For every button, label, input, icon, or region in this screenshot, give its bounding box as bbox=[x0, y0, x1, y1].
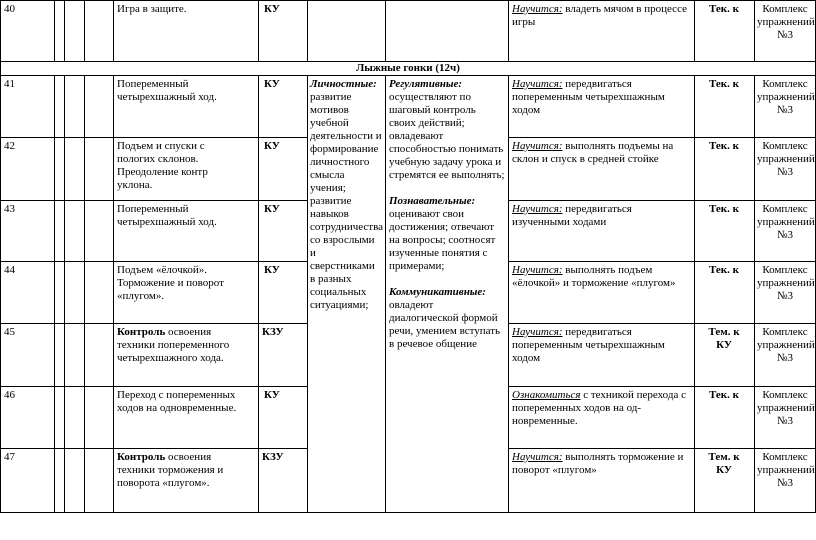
control-type: Тек. к bbox=[709, 203, 739, 215]
result-prefix: Научится: bbox=[512, 3, 563, 15]
lesson-type: КУ bbox=[264, 264, 280, 276]
lesson-result bbox=[512, 140, 692, 166]
result-prefix: Научится: bbox=[512, 78, 563, 90]
lesson-result bbox=[512, 78, 692, 117]
result-text: выполнять подъем «ёлочкой» и торможение «плугом» bbox=[512, 264, 676, 289]
lesson-result bbox=[512, 264, 692, 290]
row-line bbox=[0, 448, 307, 449]
col-line bbox=[307, 75, 308, 512]
lesson-result bbox=[512, 451, 692, 477]
lesson-number: 41 bbox=[4, 78, 15, 90]
lesson-number: 44 bbox=[4, 264, 15, 276]
topic-bold: Контроль bbox=[117, 451, 166, 463]
col-line bbox=[508, 75, 509, 512]
personal-text: развитие мотивов учебной деятельности и формирование личностного смысла учения; развитие навыков сотрудничества со взрослыми и сверстниками в разных социальных ситуациями; bbox=[310, 91, 384, 311]
lesson-type: КУ bbox=[264, 78, 280, 90]
lesson-type: КУ bbox=[264, 203, 280, 215]
homework: Комплекс упражнений №3 bbox=[757, 451, 815, 489]
communicative-text: овладеют диалогической формой речи, умением вступать в речевое общение bbox=[389, 299, 501, 350]
lesson-topic: Попеременный четырехшажный ход. bbox=[117, 78, 217, 103]
control-type: Тем. к КУ bbox=[708, 326, 740, 351]
personal-uud bbox=[310, 78, 382, 312]
regulative-text: осуществляют по шаговый контроль своих действий; овладевают способностью понимать учебную задачу урока и стремятся ее выполнять; bbox=[389, 91, 505, 181]
col-line bbox=[694, 75, 695, 512]
row-line bbox=[508, 261, 816, 262]
col-line bbox=[754, 0, 755, 61]
control-type: Тек. к bbox=[709, 264, 739, 276]
result-text: владеть мячом в процессе игры bbox=[512, 3, 687, 28]
homework: Комплекс упражнений №3 bbox=[757, 3, 815, 41]
homework: Комплекс упражнений №3 bbox=[757, 389, 815, 427]
lesson-number: 47 bbox=[4, 451, 15, 463]
result-prefix: Научится: bbox=[512, 264, 563, 276]
cognitive-heading: Познавательные: bbox=[389, 195, 476, 207]
result-prefix: Научится: bbox=[512, 451, 563, 463]
row-line bbox=[508, 448, 816, 449]
result-text: передвигаться изученными ходами bbox=[512, 203, 632, 228]
lesson-topic bbox=[117, 326, 247, 365]
col-line bbox=[84, 75, 85, 512]
lesson-type: КЗУ bbox=[262, 451, 284, 463]
col-line bbox=[113, 75, 114, 512]
result-text: передвигаться попеременным четырехшажным ходом bbox=[512, 78, 665, 116]
topic-bold: Контроль bbox=[117, 326, 166, 338]
result-text: с техникой перехода с попеременных ходов на од- новременные. bbox=[512, 389, 686, 427]
col-line bbox=[113, 0, 114, 61]
lesson-topic: Игра в защите. bbox=[117, 3, 187, 15]
col-line bbox=[54, 0, 55, 61]
lesson-topic bbox=[117, 451, 247, 490]
regulative-heading: Регулятивные: bbox=[389, 78, 463, 90]
row-line bbox=[0, 512, 816, 513]
row-line bbox=[508, 137, 816, 138]
col-line bbox=[385, 0, 386, 61]
lesson-number: 45 bbox=[4, 326, 15, 338]
topic-text: освоения техники попеременного четырехшажного хода. bbox=[117, 326, 230, 364]
row-line bbox=[0, 261, 307, 262]
homework: Комплекс упражнений №3 bbox=[757, 264, 815, 302]
lesson-topic: Переход с попеременных ходов на одновременные. bbox=[117, 389, 237, 414]
lesson-result bbox=[512, 389, 692, 428]
row-line bbox=[0, 137, 307, 138]
meta-uud bbox=[389, 78, 505, 351]
row-line bbox=[508, 200, 816, 201]
col-line bbox=[385, 75, 386, 512]
result-prefix: Научится: bbox=[512, 326, 563, 338]
lesson-type: КУ bbox=[264, 3, 280, 15]
result-text: выполнять подъемы на склон и спуск в средней стойке bbox=[512, 140, 674, 165]
lesson-number: 42 bbox=[4, 140, 15, 152]
col-line bbox=[0, 0, 1, 513]
lesson-number: 40 bbox=[4, 3, 15, 15]
row-line bbox=[0, 386, 307, 387]
col-line bbox=[508, 0, 509, 61]
lesson-topic: Подъем «ёлочкой». Торможение и поворот «плугом». bbox=[117, 264, 224, 302]
cognitive-text: оценивают свои достижения; отвечают на вопросы; соотносят изученные понятия с примерами; bbox=[389, 208, 496, 272]
communicative-heading: Коммуникативные: bbox=[389, 286, 486, 298]
col-line bbox=[64, 0, 65, 61]
topic-text: освоения техники торможения и поворота «плугом». bbox=[117, 451, 224, 489]
col-line bbox=[54, 75, 55, 512]
section-title: Лыжные гонки (12ч) bbox=[356, 62, 460, 74]
result-text: передвигаться попеременным четырехшажным ходом bbox=[512, 326, 665, 364]
col-line bbox=[258, 0, 259, 61]
control-type: Тек. к bbox=[709, 140, 739, 152]
lesson-result bbox=[512, 326, 692, 365]
lesson-type: КУ bbox=[264, 140, 280, 152]
result-prefix: Научится: bbox=[512, 140, 563, 152]
control-type: Тек. к bbox=[709, 78, 739, 90]
col-line bbox=[307, 0, 308, 61]
col-line bbox=[258, 75, 259, 512]
control-type: Тек. к bbox=[709, 389, 739, 401]
result-prefix: Ознакомиться bbox=[512, 389, 581, 401]
lesson-number: 43 bbox=[4, 203, 15, 215]
lesson-result bbox=[512, 3, 692, 29]
col-line bbox=[64, 75, 65, 512]
control-type: Тем. к КУ bbox=[708, 451, 740, 476]
lesson-number: 46 bbox=[4, 389, 15, 401]
lesson-topic: Попеременный четырехшажный ход. bbox=[117, 203, 217, 228]
row-line bbox=[0, 323, 307, 324]
lesson-type: КЗУ bbox=[262, 326, 284, 338]
control-type: Тек. к bbox=[709, 3, 739, 15]
row-line bbox=[508, 386, 816, 387]
row-line bbox=[508, 323, 816, 324]
homework: Комплекс упражнений №3 bbox=[757, 140, 815, 178]
homework: Комплекс упражнений №3 bbox=[757, 203, 815, 241]
row-line bbox=[0, 200, 307, 201]
result-prefix: Научится: bbox=[512, 203, 563, 215]
result-text: выполнять торможение и поворот «плугом» bbox=[512, 451, 684, 476]
lesson-result bbox=[512, 203, 692, 229]
col-line bbox=[84, 0, 85, 61]
personal-heading: Личностные: bbox=[310, 78, 377, 90]
lesson-topic: Подъем и спуски с пологих склонов. Преодоление контр уклона. bbox=[117, 140, 208, 191]
homework: Комплекс упражнений №3 bbox=[757, 78, 815, 116]
lesson-type: КУ bbox=[264, 389, 280, 401]
col-line bbox=[754, 75, 755, 512]
homework: Комплекс упражнений №3 bbox=[757, 326, 815, 364]
col-line bbox=[694, 0, 695, 61]
